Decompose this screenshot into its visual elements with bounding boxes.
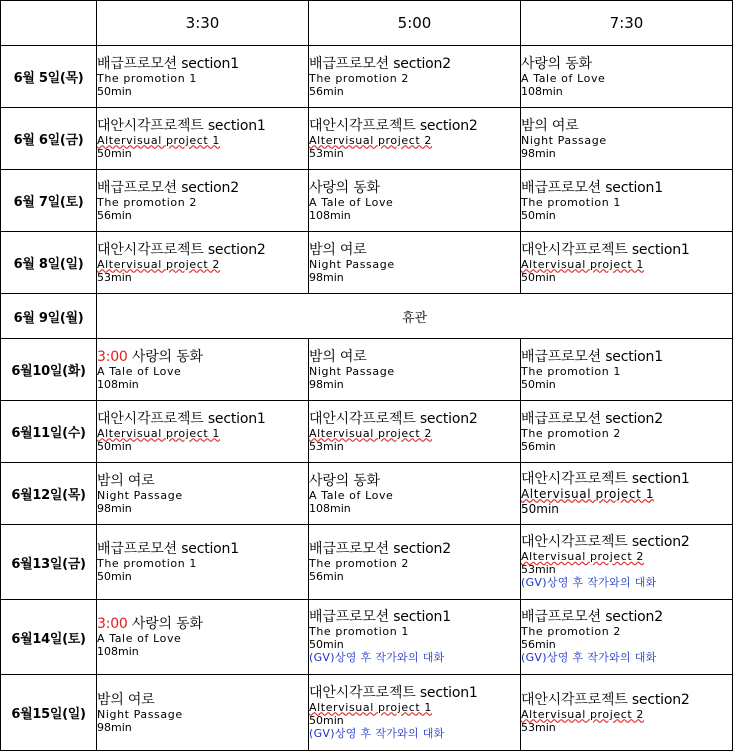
screening-cell xyxy=(309,600,521,675)
screening-title xyxy=(309,411,520,427)
screening-english-title xyxy=(521,550,732,563)
screening-duration: 50min xyxy=(521,270,556,284)
screening-english-title xyxy=(521,134,732,147)
screening-title xyxy=(521,692,732,708)
screening-duration: 50min xyxy=(97,570,132,583)
screening-title-text: 배급프로모션 section2 xyxy=(309,55,451,72)
time-header-3: 7:30 xyxy=(521,1,733,46)
screening-english-title xyxy=(309,365,520,378)
screening-duration: 50min xyxy=(97,146,132,160)
date-cell: 6월 9일(월) xyxy=(1,294,97,339)
screening-duration: 53min xyxy=(521,563,556,576)
screening-english-title xyxy=(309,258,520,271)
screening-duration: 108min xyxy=(309,208,351,222)
screening-title xyxy=(521,56,732,72)
screening-cell xyxy=(521,170,733,232)
screening-title xyxy=(309,473,520,489)
screening-english-text: Altervisual project 1 xyxy=(97,133,221,147)
screening-title-text: 대안시각프로젝트 section2 xyxy=(309,410,478,427)
screening-english-text: Altervisual project 1 xyxy=(97,426,221,440)
screening-cell xyxy=(97,170,309,232)
screening-title-text: 배급프로모션 section1 xyxy=(97,55,239,72)
screening-title xyxy=(521,242,732,258)
screening-duration: 53min xyxy=(309,439,344,453)
screening-title-text: 사랑의 동화 xyxy=(309,179,380,196)
screening-english-title xyxy=(97,708,308,721)
gv-note: (GV)상영 후 작가와의 대화 xyxy=(521,651,657,664)
screening-title xyxy=(309,349,520,365)
screening-duration: 98min xyxy=(309,377,344,391)
screening-title-text: 밤의 여로 xyxy=(521,117,579,134)
screening-cell xyxy=(97,339,309,401)
screening-english-title xyxy=(97,427,308,440)
screening-title-text: 배급프로모션 section2 xyxy=(521,410,663,427)
screening-cell xyxy=(309,46,521,108)
screening-duration: 50min xyxy=(309,713,344,727)
screening-title-text: 배급프로모션 section1 xyxy=(521,179,663,196)
screening-cell xyxy=(309,232,521,294)
schedule-row xyxy=(1,600,733,675)
date-cell: 6월13일(금) xyxy=(1,525,97,600)
screening-english-text: A Tale of Love xyxy=(309,195,394,209)
screening-title-text: 사랑의 동화 xyxy=(131,616,203,632)
screening-cell xyxy=(521,108,733,170)
screening-cell xyxy=(97,46,309,108)
date-cell: 6월 6일(금) xyxy=(1,108,97,170)
screening-cell xyxy=(521,600,733,675)
screening-title xyxy=(521,180,732,196)
date-cell: 6월14일(토) xyxy=(1,600,97,675)
screening-duration: 108min xyxy=(97,645,139,658)
screening-duration: 50min xyxy=(521,501,559,516)
screening-cell xyxy=(97,108,309,170)
screening-english-text: Altervisual project 1 xyxy=(309,700,433,714)
screening-english-text: A Tale of Love xyxy=(521,71,606,85)
screening-title xyxy=(521,349,732,365)
screening-title-text: 대안시각프로젝트 section1 xyxy=(521,241,690,258)
screening-english-text: Night Passage xyxy=(97,488,183,502)
screening-title-text: 대안시각프로젝트 section2 xyxy=(97,241,266,258)
screening-title xyxy=(521,471,732,487)
screening-english-text: Altervisual project 1 xyxy=(521,486,655,501)
screening-title-text: 대안시각프로젝트 section2 xyxy=(521,691,690,708)
screening-english-title xyxy=(97,134,308,147)
screening-duration: 98min xyxy=(309,270,344,284)
screening-title xyxy=(309,242,520,258)
screening-cell xyxy=(521,339,733,401)
screening-english-title xyxy=(521,708,732,721)
date-cell: 6월15일(일) xyxy=(1,675,97,751)
header-row xyxy=(1,1,733,46)
screening-title-text: 밤의 여로 xyxy=(309,241,367,258)
screening-duration: 56min xyxy=(309,570,344,583)
screening-english-title xyxy=(521,72,732,85)
screening-title xyxy=(521,609,732,625)
screening-english-text: Night Passage xyxy=(521,133,607,147)
screening-cell xyxy=(521,46,733,108)
screening-title xyxy=(97,541,308,557)
screening-english-text: A Tale of Love xyxy=(309,488,394,502)
screening-duration: 56min xyxy=(97,208,132,222)
date-cell: 6월 5일(목) xyxy=(1,46,97,108)
screening-title-text: 밤의 여로 xyxy=(309,348,367,365)
screening-cell xyxy=(97,401,309,463)
schedule-row xyxy=(1,232,733,294)
screening-duration: 50min xyxy=(521,377,556,391)
screening-duration: 50min xyxy=(521,208,556,222)
date-cell: 6월 7일(토) xyxy=(1,170,97,232)
screening-english-text: Night Passage xyxy=(309,257,395,271)
screening-title xyxy=(97,692,308,708)
screening-title-text: 배급프로모션 section1 xyxy=(309,609,451,625)
screening-title-text: 대안시각프로젝트 section1 xyxy=(521,470,690,487)
screening-title xyxy=(97,473,308,489)
screening-cell xyxy=(521,232,733,294)
screening-english-title xyxy=(521,365,732,378)
screening-title-text: 배급프로모션 section2 xyxy=(97,179,239,196)
screening-english-text: The promotion 2 xyxy=(309,71,409,85)
screening-cell xyxy=(309,401,521,463)
screening-duration: 50min xyxy=(97,439,132,453)
screening-duration: 50min xyxy=(309,638,344,651)
screening-english-text: A Tale of Love xyxy=(97,364,182,378)
screening-title xyxy=(97,411,308,427)
schedule-row xyxy=(1,401,733,463)
screening-duration: 53min xyxy=(309,146,344,160)
schedule-row xyxy=(1,339,733,401)
screening-cell xyxy=(309,170,521,232)
screening-english-text: The promotion 2 xyxy=(309,557,409,570)
time-header-1: 3:30 xyxy=(97,1,309,46)
schedule-row xyxy=(1,170,733,232)
screening-english-title xyxy=(97,557,308,570)
date-cell: 6월11일(수) xyxy=(1,401,97,463)
screening-cell xyxy=(521,401,733,463)
screening-english-title xyxy=(521,427,732,440)
time-header-2: 5:00 xyxy=(309,1,521,46)
screening-english-text: The promotion 2 xyxy=(521,625,621,638)
screening-english-text: Night Passage xyxy=(97,707,183,721)
gv-note: (GV)상영 후 작가와의 대화 xyxy=(521,576,657,589)
screening-english-title xyxy=(97,632,308,645)
screening-english-title xyxy=(309,72,520,85)
screening-english-title xyxy=(521,258,732,271)
screening-cell xyxy=(97,675,309,751)
screening-title xyxy=(309,180,520,196)
screening-english-title xyxy=(97,196,308,209)
screening-english-text: Altervisual project 2 xyxy=(309,133,433,147)
screening-cell xyxy=(521,525,733,600)
date-cell: 6월10일(화) xyxy=(1,339,97,401)
screening-english-text: The promotion 1 xyxy=(309,625,409,638)
screening-duration: 50min xyxy=(97,84,132,98)
screening-english-title xyxy=(97,72,308,85)
screening-title-text: 대안시각프로젝트 section2 xyxy=(521,534,690,550)
screening-cell xyxy=(97,600,309,675)
screening-title xyxy=(309,609,520,625)
screening-title xyxy=(309,685,520,701)
screening-english-text: A Tale of Love xyxy=(97,632,182,645)
screening-english-text: Night Passage xyxy=(309,364,395,378)
screening-english-title xyxy=(309,701,520,714)
screening-title-text: 밤의 여로 xyxy=(97,472,155,489)
screening-english-title xyxy=(97,365,308,378)
screening-cell xyxy=(309,108,521,170)
screening-title-text: 사랑의 동화 xyxy=(521,55,592,72)
screening-english-title xyxy=(521,625,732,638)
screening-title xyxy=(309,56,520,72)
screening-english-text: The promotion 1 xyxy=(521,195,621,209)
screening-duration: 56min xyxy=(521,638,556,651)
screening-english-text: The promotion 1 xyxy=(521,364,621,378)
screening-english-text: The promotion 2 xyxy=(97,195,197,209)
screening-title-text: 배급프로모션 section1 xyxy=(521,348,663,365)
screening-english-text: Altervisual project 2 xyxy=(97,257,221,271)
screening-title-text: 대안시각프로젝트 section1 xyxy=(97,117,266,134)
screening-english-title xyxy=(309,557,520,570)
screening-title xyxy=(97,242,308,258)
screening-duration: 98min xyxy=(521,146,556,160)
gv-note: (GV)상영 후 작가와의 대화 xyxy=(309,726,445,740)
screening-english-title xyxy=(309,134,520,147)
gv-note: (GV)상영 후 작가와의 대화 xyxy=(309,651,445,664)
schedule-row xyxy=(1,675,733,751)
screening-english-title xyxy=(521,196,732,209)
screening-duration: 108min xyxy=(521,84,563,98)
screening-duration: 53min xyxy=(97,270,132,284)
screening-duration: 108min xyxy=(309,501,351,515)
schedule-row xyxy=(1,108,733,170)
schedule-row xyxy=(1,294,733,339)
screening-cell xyxy=(309,675,521,751)
screening-title-text: 사랑의 동화 xyxy=(309,472,380,489)
screening-title xyxy=(521,118,732,134)
screening-english-text: Altervisual project 2 xyxy=(521,707,645,721)
screening-duration: 98min xyxy=(97,720,132,734)
screening-title-text: 배급프로모션 section2 xyxy=(521,609,663,625)
closed-cell: 휴관 xyxy=(97,294,733,339)
screening-title xyxy=(521,411,732,427)
screening-title xyxy=(97,118,308,134)
screening-title xyxy=(97,349,308,365)
date-cell: 6월 8일(일) xyxy=(1,232,97,294)
screening-duration: 56min xyxy=(521,439,556,453)
screening-english-title xyxy=(97,489,308,502)
screening-english-title xyxy=(309,427,520,440)
screening-cell xyxy=(309,339,521,401)
screening-title-text: 대안시각프로젝트 section1 xyxy=(309,684,478,701)
screening-cell xyxy=(309,463,521,525)
screening-cell xyxy=(97,232,309,294)
screening-title xyxy=(97,56,308,72)
screening-english-title xyxy=(309,489,520,502)
date-cell: 6월12일(목) xyxy=(1,463,97,525)
screening-title xyxy=(97,180,308,196)
schedule-row xyxy=(1,525,733,600)
screening-title xyxy=(97,616,308,632)
screening-english-text: The promotion 2 xyxy=(521,426,621,440)
screening-title-text: 배급프로모션 section1 xyxy=(97,541,239,557)
screening-duration: 108min xyxy=(97,377,139,391)
screening-cell xyxy=(97,525,309,600)
schedule-row xyxy=(1,463,733,525)
schedule-row xyxy=(1,46,733,108)
screening-title xyxy=(309,541,520,557)
screening-english-text: The promotion 1 xyxy=(97,71,197,85)
screening-time-prefix: 3:00 xyxy=(97,616,128,632)
screening-duration: 53min xyxy=(521,720,556,734)
screening-english-title xyxy=(309,196,520,209)
screening-duration: 98min xyxy=(97,501,132,515)
corner-cell xyxy=(1,1,97,46)
schedule-body xyxy=(1,46,733,751)
screening-title-text: 사랑의 동화 xyxy=(131,348,203,365)
screening-english-text: Altervisual project 2 xyxy=(309,426,433,440)
screening-english-text: Altervisual project 2 xyxy=(521,550,645,563)
screening-english-title xyxy=(97,258,308,271)
screening-english-text: The promotion 1 xyxy=(97,557,197,570)
screening-english-text: Altervisual project 1 xyxy=(521,257,645,271)
screening-title-text: 대안시각프로젝트 section1 xyxy=(97,410,266,427)
screening-title xyxy=(309,118,520,134)
screening-cell xyxy=(309,525,521,600)
screening-english-title xyxy=(521,487,732,502)
screening-cell xyxy=(521,463,733,525)
screening-cell xyxy=(521,675,733,751)
screening-title-text: 대안시각프로젝트 section2 xyxy=(309,117,478,134)
screening-title-text: 배급프로모션 section2 xyxy=(309,541,451,557)
screening-time-prefix: 3:00 xyxy=(97,348,128,365)
screening-title xyxy=(521,534,732,550)
screening-duration: 56min xyxy=(309,84,344,98)
screening-english-title xyxy=(309,625,520,638)
screening-title-text: 밤의 여로 xyxy=(97,691,155,708)
screening-cell xyxy=(97,463,309,525)
